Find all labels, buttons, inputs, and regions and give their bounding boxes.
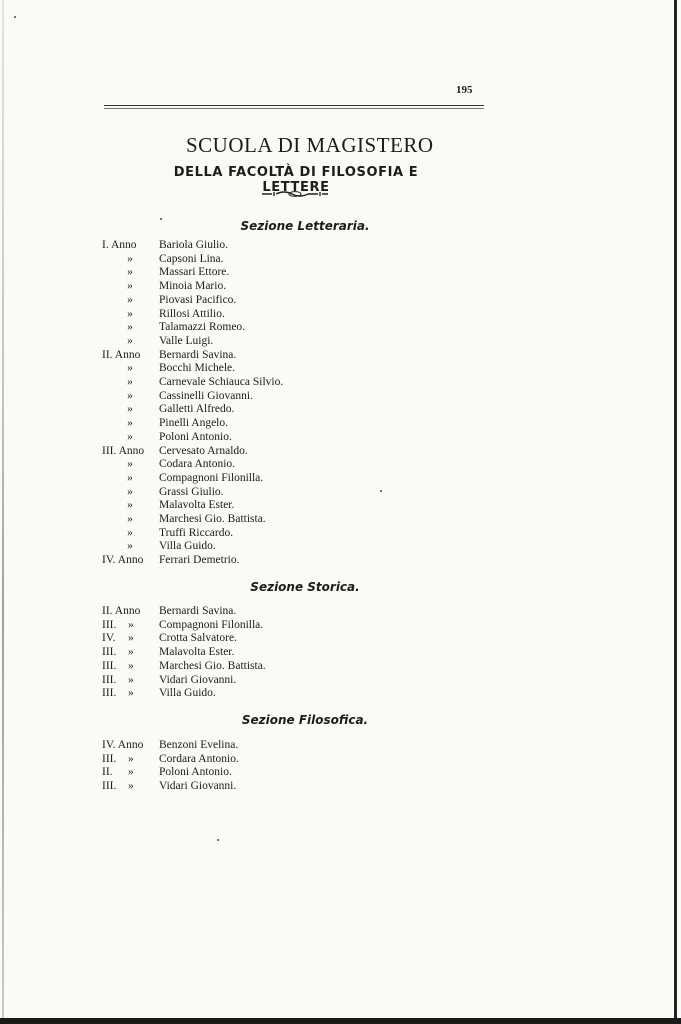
student-name: Cervesato Arnaldo. [159,444,248,457]
page-left-edge [2,0,4,1024]
student-name: Compagnoni Filonilla. [159,471,264,484]
year-label: » [127,526,133,539]
year-label: » [127,389,133,402]
ornament-divider-icon [260,189,330,199]
student-name: Crotta Salvatore. [159,632,237,645]
student-name: Bernardi Savina. [159,605,237,617]
section-heading: Sezione Storica. [250,580,360,594]
student-name: Bariola Giulio. [159,239,228,251]
year-label: » [127,293,133,306]
print-speck [380,490,382,492]
page-right-edge [674,0,677,1024]
year-label: » [127,499,133,512]
student-name: Minoia Mario. [159,280,227,293]
year-label: III. [102,780,117,793]
student-name: Ferrari Demetrio. [159,554,240,567]
year-label: III. [102,673,117,686]
student-name: Malavolta Ester. [159,646,235,659]
year-label: III. [102,618,117,631]
student-name: Piovasi Pacifico. [159,293,237,306]
page-subtitle: DELLA FACOLTÀ DI FILOSOFIA E LETTERE [173,165,419,195]
year-label: » [127,266,133,279]
section-heading: Sezione Filosofica. [241,713,369,727]
ditto-mark: » [128,766,134,779]
year-label: » [127,471,133,484]
student-name: Galletti Alfredo. [159,403,235,416]
student-name: Codara Antonio. [159,458,236,471]
print-speck [160,218,162,220]
student-name: Grassi Giulio. [159,485,224,498]
year-label: » [127,362,133,375]
student-name: Capsoni Lina. [159,252,224,265]
student-name: Pinelli Angelo. [159,417,228,430]
year-label: II. Anno [102,348,141,361]
year-label: III. Anno [102,444,145,457]
year-label: » [127,403,133,416]
header-rule [104,105,484,106]
year-label: III. [102,752,117,765]
page-number: 195 [456,84,473,96]
year-label: III. [102,646,117,659]
student-name: Vidari Giovanni. [159,673,237,686]
year-label: III. [102,687,117,700]
student-name: Truffi Riccardo. [159,526,234,539]
ditto-mark: » [128,618,134,631]
ditto-mark: » [128,687,134,700]
student-name: Compagnoni Filonilla. [159,618,264,631]
student-name: Rillosi Attilio. [159,307,225,320]
student-name: Cordara Antonio. [159,752,239,765]
ditto-mark: » [128,752,134,765]
page-bottom-edge [0,1018,681,1024]
section-heading: Sezione Letteraria. [240,219,370,233]
student-name: Bernardi Savina. [159,348,237,361]
student-name: Marchesi Gio. Battista. [159,659,266,672]
print-speck [217,839,219,841]
student-name: Poloni Antonio. [159,430,232,443]
student-name: Vidari Giovanni. [159,780,237,793]
year-label: II. Anno [102,605,141,617]
year-label: » [127,334,133,347]
ditto-mark: » [128,659,134,672]
ditto-mark: » [128,673,134,686]
student-name: Marchesi Gio. Battista. [159,513,266,525]
year-label: II. [102,766,113,779]
ditto-mark: » [128,780,134,793]
year-label: I. Anno [102,239,137,251]
year-label: » [127,321,133,334]
year-label: » [127,280,133,293]
print-speck [14,16,16,18]
year-label: » [127,430,133,443]
year-label: » [127,376,133,388]
ditto-mark: » [128,632,134,645]
student-name: Carnevale Schiauca Silvio. [159,376,284,388]
year-label: » [127,417,133,430]
page-title: SCUOLA DI MAGISTERO [186,133,434,157]
student-name: Bocchi Michele. [159,362,236,375]
student-name: Villa Guido. [159,687,216,700]
student-name: Benzoni Evelina. [159,739,239,751]
student-name: Massari Ettore. [159,266,230,279]
student-name: Villa Guido. [159,540,216,553]
year-label: » [127,485,133,498]
student-name: Poloni Antonio. [159,766,232,779]
student-name: Valle Luigi. [159,334,214,347]
ditto-mark: » [128,646,134,659]
year-label: IV. Anno [102,739,144,751]
year-label: » [127,513,133,525]
year-label: » [127,540,133,553]
student-name: Cassinelli Giovanni. [159,389,253,402]
student-name: Talamazzi Romeo. [159,321,246,334]
year-label: » [127,252,133,265]
year-label: IV. [102,632,116,645]
year-label: » [127,307,133,320]
student-name: Malavolta Ester. [159,499,235,512]
year-label: III. [102,659,117,672]
year-label: IV. Anno [102,554,144,567]
year-label: » [127,458,133,471]
header-rule-thin [104,108,484,109]
